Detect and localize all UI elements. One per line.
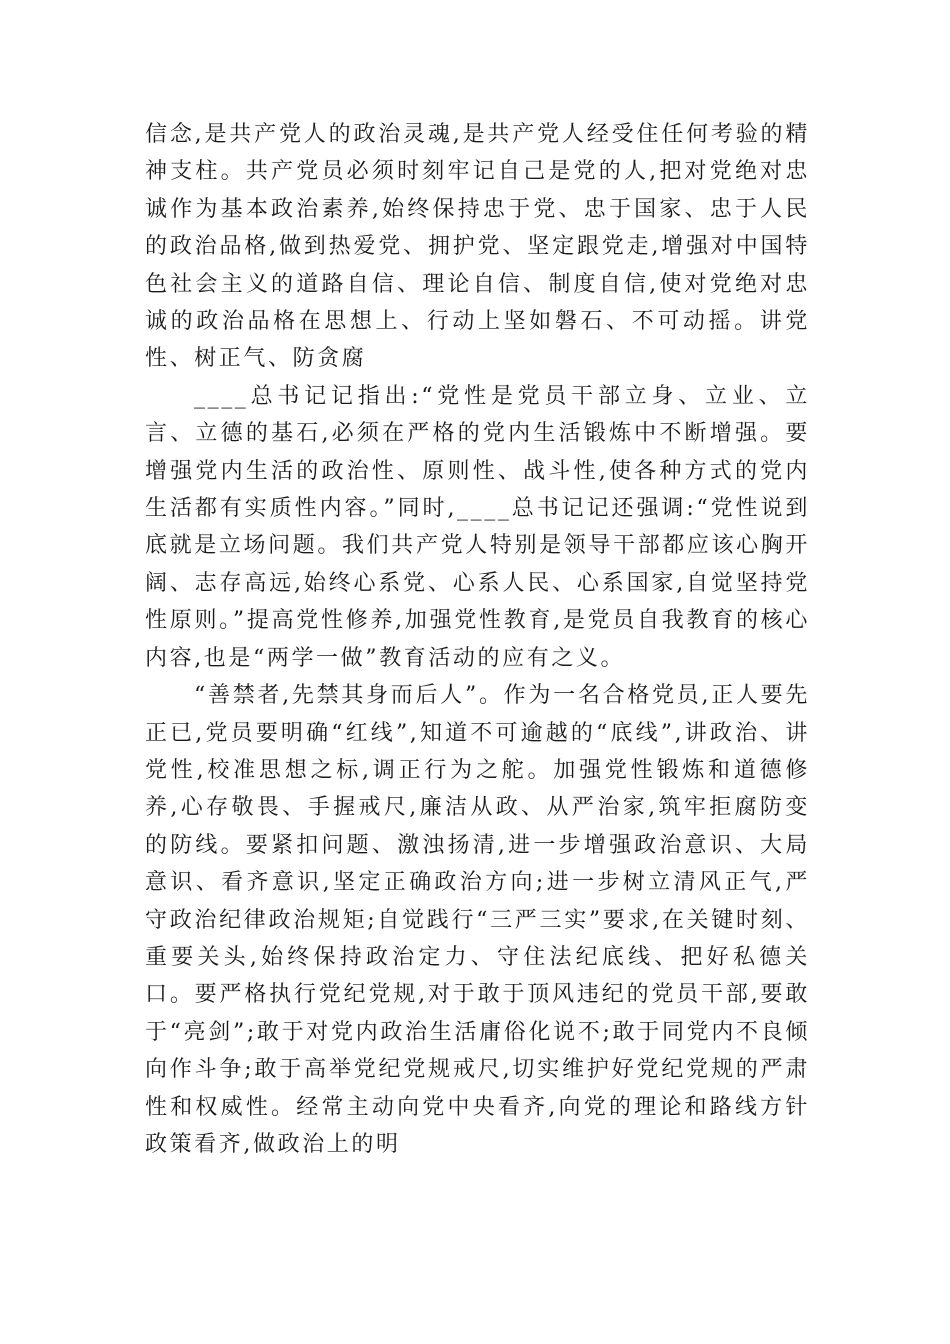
paragraph-2: ____总书记记指出:“党性是党员干部立身、立业、立言、立德的基石,必须在严格的党内生活锻炼中不断增强。要增强党内生活的政治性、原则性、战斗性,使各种方式的党内生活都有实质性内容。”同时,____总书记记还强调:“党性说到底就是立场问题。我们共产党人特别是领导干部都应该心胸开阔、志存高远,始终心系党、心系人民、心系国家,自觉坚持党性原则。”提高党性修养,加强党性教育,是党员自我教育的核心内容,也是“两学一做”教育活动的应有之义。 <box>145 383 810 671</box>
paragraph-3: “善禁者,先禁其身而后人”。作为一名合格党员,正人要先正已,党员要明确“红线”,知道不可逾越的“底线”,讲政治、讲党性,校准思想之标,调正行为之舵。加强党性锻炼和道德修养,心存敬畏、手握戒尺,廉洁从政、从严治家,筑牢拒腐防变的防线。要紧扣问题、激浊扬清,进一步增强政治意识、大局意识、看齐意识,坚定正确政治方向;进一步树立清风正气,严守政治纪律政治规矩;自觉践行“三严三实”要求,在关键时刻、重要关头,始终保持政治定力、守住法纪底线、把好私德关口。要严格执行党纪党规,对于敢于顶风违纪的党员干部,要敢于“亮剑”;敢于对党内政治生活庸俗化说不;敢于同党内不良倾向作斗争;敢于高举党纪党规戒尺,切实维护好党纪党规的严肃性和权威性。经常主动向党中央看齐,向党的理论和路线方针政策看齐,做政治上的明 <box>145 683 810 1157</box>
paragraph-1: 信念,是共产党人的政治灵魂,是共产党人经受住任何考验的精神支柱。共产党员必须时刻牢记自己是党的人,把对党绝对忠诚作为基本政治素养,始终保持忠于党、忠于国家、忠于人民的政治品格,做到热爱党、拥护党、坚定跟党走,增强对中国特色社会主义的道路自信、理论自信、制度自信,使对党绝对忠诚的政治品格在思想上、行动上坚如磐石、不可动摇。讲党性、树正气、防贪腐 <box>145 122 810 372</box>
document-body <box>145 116 810 1163</box>
